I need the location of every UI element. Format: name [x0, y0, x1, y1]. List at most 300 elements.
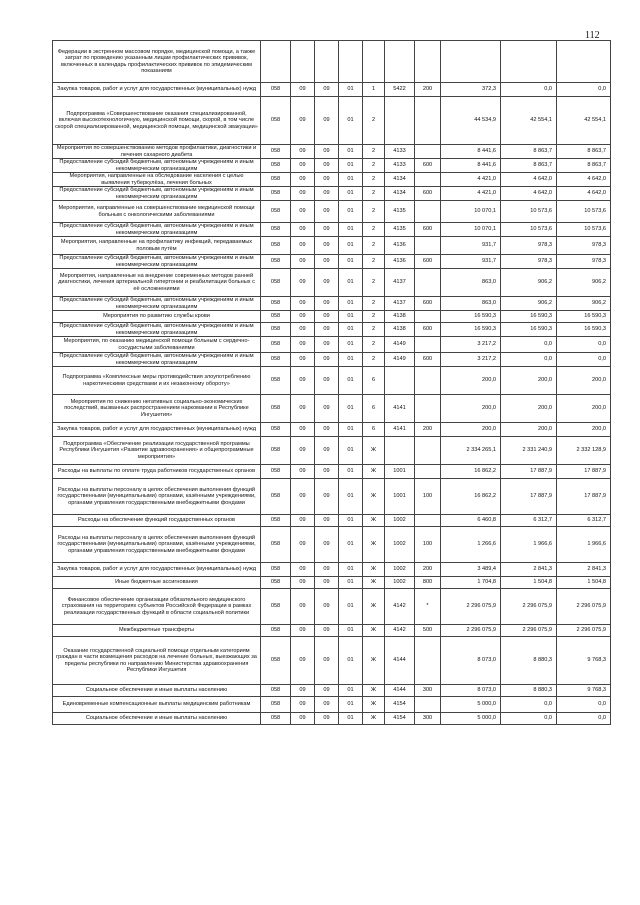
- cell-target-item: 4154: [385, 713, 415, 725]
- cell-subprogram: 2: [363, 97, 385, 145]
- cell-section: 09: [291, 353, 315, 367]
- cell-value-year3: 2 296 075,9: [557, 589, 611, 625]
- cell-target-item: 4133: [385, 145, 415, 159]
- table-row: [53, 625, 611, 637]
- cell-subprogram: Ж: [363, 713, 385, 725]
- cell-ministry: 058: [261, 255, 291, 269]
- cell-section: 09: [291, 527, 315, 563]
- cell-program: 01: [339, 437, 363, 465]
- table-row: [53, 41, 611, 83]
- cell-program: 01: [339, 637, 363, 685]
- cell-program: 01: [339, 323, 363, 337]
- cell-value-year1: 3 489,4: [441, 563, 501, 577]
- cell-subprogram: 2: [363, 255, 385, 269]
- cell-program: 01: [339, 563, 363, 577]
- cell-target-item: 1001: [385, 465, 415, 479]
- cell-subprogram: Ж: [363, 637, 385, 685]
- cell-value-year1: 200,0: [441, 395, 501, 423]
- cell-target-item: 4137: [385, 269, 415, 297]
- cell-value-year1: 3 217,2: [441, 337, 501, 353]
- table-row: [53, 577, 611, 589]
- cell-target-item: 4154: [385, 697, 415, 713]
- cell-section: 09: [291, 297, 315, 311]
- cell-value-year3: 6 312,7: [557, 515, 611, 527]
- cell-value-year3: 4 642,0: [557, 187, 611, 201]
- cell-section: 09: [291, 577, 315, 589]
- cell-expense-type: 600: [415, 187, 441, 201]
- cell-target-item: [385, 97, 415, 145]
- cell-target-item: [385, 367, 415, 395]
- cell-program: 01: [339, 173, 363, 187]
- table-row: [53, 297, 611, 311]
- cell-subprogram: 2: [363, 337, 385, 353]
- cell-value-year1: 863,0: [441, 297, 501, 311]
- cell-target-item: 4149: [385, 353, 415, 367]
- cell-subsection: 09: [315, 577, 339, 589]
- cell-description: Предоставление субсидий бюджетным, автономным учреждениям и иным некоммерческим организациям: [53, 255, 261, 269]
- table-body: [53, 41, 611, 725]
- cell-ministry: 058: [261, 337, 291, 353]
- cell-subsection: 09: [315, 83, 339, 97]
- cell-subsection: 09: [315, 479, 339, 515]
- cell-description: Закупка товаров, работ и услуг для государственных (муниципальных) нужд: [53, 563, 261, 577]
- cell-value-year3: 0,0: [557, 713, 611, 725]
- table-row: [53, 637, 611, 685]
- cell-subsection: 09: [315, 337, 339, 353]
- cell-program: 01: [339, 423, 363, 437]
- cell-ministry: 058: [261, 713, 291, 725]
- cell-value-year1: 16 590,3: [441, 323, 501, 337]
- cell-value-year3: 0,0: [557, 83, 611, 97]
- cell-expense-type: [415, 201, 441, 223]
- cell-expense-type: [415, 311, 441, 323]
- cell-expense-type: 800: [415, 577, 441, 589]
- cell-value-year1: 2 296 075,9: [441, 589, 501, 625]
- cell-description: Расходы на выплаты по оплате труда работников государственных органов: [53, 465, 261, 479]
- cell-section: 09: [291, 437, 315, 465]
- table-row: [53, 269, 611, 297]
- cell-subsection: 09: [315, 173, 339, 187]
- cell-value-year2: 0,0: [501, 337, 557, 353]
- cell-program: 01: [339, 269, 363, 297]
- cell-value-year1: 931,7: [441, 237, 501, 255]
- cell-subprogram: 2: [363, 311, 385, 323]
- cell-subprogram: 2: [363, 201, 385, 223]
- cell-value-year3: 906,2: [557, 269, 611, 297]
- cell-subprogram: 6: [363, 367, 385, 395]
- cell-ministry: 058: [261, 145, 291, 159]
- cell-target-item: 4134: [385, 187, 415, 201]
- cell-value-year3: 8 863,7: [557, 145, 611, 159]
- cell-value-year2: 200,0: [501, 395, 557, 423]
- cell-target-item: 4134: [385, 173, 415, 187]
- cell-program: 01: [339, 367, 363, 395]
- cell-subprogram: 2: [363, 237, 385, 255]
- cell-section: 09: [291, 83, 315, 97]
- cell-subprogram: 2: [363, 223, 385, 237]
- cell-subsection: 09: [315, 311, 339, 323]
- cell-value-year2: 4 642,0: [501, 187, 557, 201]
- cell-target-item: 4141: [385, 423, 415, 437]
- cell-subsection: 09: [315, 269, 339, 297]
- cell-ministry: 058: [261, 395, 291, 423]
- cell-section: 09: [291, 337, 315, 353]
- cell-ministry: [261, 41, 291, 83]
- cell-ministry: 058: [261, 637, 291, 685]
- cell-target-item: 1002: [385, 515, 415, 527]
- cell-subsection: 09: [315, 437, 339, 465]
- cell-description: Социальное обеспечение и иные выплаты населению: [53, 713, 261, 725]
- cell-program: 01: [339, 515, 363, 527]
- cell-subsection: 09: [315, 97, 339, 145]
- cell-ministry: 058: [261, 563, 291, 577]
- cell-value-year1: 6 460,8: [441, 515, 501, 527]
- cell-program: 01: [339, 145, 363, 159]
- cell-value-year1: 8 441,6: [441, 159, 501, 173]
- cell-subsection: 09: [315, 713, 339, 725]
- cell-description: Финансовое обеспечение организации обязательного медицинского страхования на территориях субъектов Российской Федерации в рамках реализации государственных функций в области социальной политики: [53, 589, 261, 625]
- cell-subprogram: Ж: [363, 437, 385, 465]
- table-row: [53, 685, 611, 697]
- cell-subprogram: Ж: [363, 685, 385, 697]
- cell-target-item: 4141: [385, 395, 415, 423]
- cell-description: Предоставление субсидий бюджетным, автономным учреждениям и иным некоммерческим организациям: [53, 353, 261, 367]
- cell-subprogram: Ж: [363, 465, 385, 479]
- cell-subsection: 09: [315, 297, 339, 311]
- cell-value-year3: 42 554,1: [557, 97, 611, 145]
- cell-description: Закупка товаров, работ и услуг для государственных (муниципальных) нужд: [53, 83, 261, 97]
- cell-section: 09: [291, 625, 315, 637]
- cell-description: Предоставление субсидий бюджетным, автономным учреждениям и иным некоммерческим организациям: [53, 187, 261, 201]
- cell-target-item: 4138: [385, 311, 415, 323]
- cell-expense-type: [415, 465, 441, 479]
- cell-program: 01: [339, 83, 363, 97]
- cell-value-year3: 16 590,3: [557, 311, 611, 323]
- cell-expense-type: 100: [415, 479, 441, 515]
- cell-section: 09: [291, 367, 315, 395]
- cell-subsection: 09: [315, 367, 339, 395]
- cell-value-year2: 4 642,0: [501, 173, 557, 187]
- cell-program: 01: [339, 395, 363, 423]
- cell-subprogram: Ж: [363, 625, 385, 637]
- cell-value-year2: 8 880,3: [501, 637, 557, 685]
- cell-value-year2: 2 331 240,9: [501, 437, 557, 465]
- cell-value-year2: 906,2: [501, 297, 557, 311]
- cell-value-year2: 0,0: [501, 697, 557, 713]
- table-row: [53, 337, 611, 353]
- cell-description: Мероприятия, направленные на внедрение современных методов ранней диагностики, лечения артериальной гипертонии и реабилитации больных с её осложнениями: [53, 269, 261, 297]
- cell-ministry: 058: [261, 159, 291, 173]
- cell-value-year2: 10 573,6: [501, 201, 557, 223]
- table-row: [53, 367, 611, 395]
- cell-section: 09: [291, 223, 315, 237]
- cell-description: Предоставление субсидий бюджетным, автономным учреждениям и иным некоммерческим организациям: [53, 297, 261, 311]
- cell-description: Единовременные компенсационные выплаты медицинским работникам: [53, 697, 261, 713]
- cell-value-year1: 8 073,0: [441, 637, 501, 685]
- cell-ministry: 058: [261, 589, 291, 625]
- cell-description: Предоставление субсидий бюджетным, автономным учреждениям и иным некоммерческим организациям: [53, 323, 261, 337]
- cell-value-year1: 16 862,2: [441, 479, 501, 515]
- cell-value-year1: 1 266,6: [441, 527, 501, 563]
- cell-value-year3: 0,0: [557, 697, 611, 713]
- cell-value-year2: 6 312,7: [501, 515, 557, 527]
- cell-subprogram: Ж: [363, 527, 385, 563]
- cell-expense-type: [415, 97, 441, 145]
- cell-description: Подпрограмма «Совершенствование оказания специализированной, включая высокотехнологичную, медицинской помощи, скорой, в том числе скорой специализированной, медицинской помощи, медицинской эвакуации»: [53, 97, 261, 145]
- cell-target-item: [385, 41, 415, 83]
- page-number: 112: [585, 30, 600, 41]
- cell-value-year2: 978,3: [501, 237, 557, 255]
- cell-description: Мероприятия по развитию службы крови: [53, 311, 261, 323]
- cell-description: Мероприятия, направленные на профилактику инфекций, передаваемых половым путём: [53, 237, 261, 255]
- table-row: [53, 159, 611, 173]
- cell-target-item: 4137: [385, 297, 415, 311]
- cell-ministry: 058: [261, 353, 291, 367]
- cell-section: 09: [291, 237, 315, 255]
- cell-value-year2: 2 296 075,9: [501, 589, 557, 625]
- cell-description: Предоставление субсидий бюджетным, автономным учреждениям и иным некоммерческим организациям: [53, 223, 261, 237]
- cell-subsection: 09: [315, 353, 339, 367]
- cell-target-item: 1002: [385, 527, 415, 563]
- cell-expense-type: [415, 173, 441, 187]
- cell-target-item: 4133: [385, 159, 415, 173]
- cell-value-year3: 0,0: [557, 337, 611, 353]
- cell-target-item: 4138: [385, 323, 415, 337]
- cell-expense-type: 500: [415, 625, 441, 637]
- cell-program: 01: [339, 337, 363, 353]
- cell-description: Расходы на обеспечение функций государственных органов: [53, 515, 261, 527]
- cell-program: 01: [339, 223, 363, 237]
- cell-value-year1: 44 534,9: [441, 97, 501, 145]
- cell-expense-type: [415, 237, 441, 255]
- table-row: [53, 255, 611, 269]
- cell-value-year1: 5 000,0: [441, 713, 501, 725]
- cell-expense-type: 600: [415, 255, 441, 269]
- cell-subsection: 09: [315, 515, 339, 527]
- table-row: [53, 145, 611, 159]
- cell-program: 01: [339, 527, 363, 563]
- cell-subprogram: Ж: [363, 577, 385, 589]
- cell-value-year1: 4 421,0: [441, 187, 501, 201]
- cell-value-year2: 200,0: [501, 423, 557, 437]
- table-row: [53, 353, 611, 367]
- cell-value-year3: 8 863,7: [557, 159, 611, 173]
- cell-expense-type: 600: [415, 297, 441, 311]
- cell-subsection: 09: [315, 685, 339, 697]
- cell-section: 09: [291, 515, 315, 527]
- cell-target-item: 1002: [385, 563, 415, 577]
- cell-section: 09: [291, 311, 315, 323]
- cell-subprogram: [363, 41, 385, 83]
- cell-description: Мероприятия по совершенствованию методов профилактики, диагностики и лечения сахарного диабета: [53, 145, 261, 159]
- cell-description: Закупка товаров, работ и услуг для государственных (муниципальных) нужд: [53, 423, 261, 437]
- table-row: [53, 187, 611, 201]
- cell-description: Социальное обеспечение и иные выплаты населению: [53, 685, 261, 697]
- cell-program: [339, 41, 363, 83]
- cell-expense-type: 300: [415, 685, 441, 697]
- cell-value-year2: 0,0: [501, 353, 557, 367]
- cell-value-year1: 2 334 265,1: [441, 437, 501, 465]
- cell-section: 09: [291, 323, 315, 337]
- cell-ministry: 058: [261, 423, 291, 437]
- cell-program: 01: [339, 297, 363, 311]
- cell-program: 01: [339, 465, 363, 479]
- cell-value-year2: 16 590,3: [501, 311, 557, 323]
- cell-description: Межбюджетные трансферты: [53, 625, 261, 637]
- cell-section: 09: [291, 685, 315, 697]
- cell-value-year3: [557, 41, 611, 83]
- cell-ministry: 058: [261, 697, 291, 713]
- cell-target-item: 5422: [385, 83, 415, 97]
- table-row: [53, 697, 611, 713]
- cell-description: Подпрограмма «Комплексные меры противодействия злоупотреблению наркотическими средствами и их незаконному обороту»: [53, 367, 261, 395]
- cell-value-year1: 3 217,2: [441, 353, 501, 367]
- cell-value-year1: 5 000,0: [441, 697, 501, 713]
- cell-ministry: 058: [261, 97, 291, 145]
- cell-program: 01: [339, 255, 363, 269]
- cell-value-year1: 200,0: [441, 423, 501, 437]
- cell-description: Подпрограмма «Обеспечение реализации государственной программы Республики Ингушетия «Развитие здравоохранения» и общепрограммные мероприятия»: [53, 437, 261, 465]
- cell-expense-type: *: [415, 589, 441, 625]
- cell-value-year2: 8 863,7: [501, 159, 557, 173]
- cell-value-year1: 931,7: [441, 255, 501, 269]
- cell-section: 09: [291, 713, 315, 725]
- cell-section: 09: [291, 145, 315, 159]
- cell-ministry: 058: [261, 465, 291, 479]
- cell-subsection: 09: [315, 237, 339, 255]
- cell-ministry: 058: [261, 187, 291, 201]
- cell-value-year1: 8 073,0: [441, 685, 501, 697]
- cell-section: 09: [291, 697, 315, 713]
- cell-ministry: 058: [261, 527, 291, 563]
- cell-expense-type: [415, 637, 441, 685]
- cell-ministry: 058: [261, 367, 291, 395]
- cell-description: Оказание государственной социальной помощи отдельным категориям граждан в части возмещения расходов на лечение больных, выезжающих за пределы республики по направлению Министерства здравоохранения Республики Ингушетия: [53, 637, 261, 685]
- cell-section: 09: [291, 563, 315, 577]
- cell-description: Расходы на выплаты персоналу в целях обеспечения выполнения функций государственными (муниципальными) органами, казёнными учреждениями, органами управления государственными внебюджетными фондами: [53, 527, 261, 563]
- cell-description: Иные бюджетные ассигнования: [53, 577, 261, 589]
- cell-value-year3: 9 768,3: [557, 637, 611, 685]
- cell-target-item: 4144: [385, 685, 415, 697]
- cell-value-year1: [441, 41, 501, 83]
- cell-program: 01: [339, 201, 363, 223]
- cell-value-year1: 4 421,0: [441, 173, 501, 187]
- cell-subprogram: Ж: [363, 563, 385, 577]
- cell-value-year2: 17 887,9: [501, 465, 557, 479]
- cell-target-item: 4136: [385, 255, 415, 269]
- cell-value-year2: 17 887,9: [501, 479, 557, 515]
- cell-subsection: 09: [315, 187, 339, 201]
- cell-value-year3: 0,0: [557, 353, 611, 367]
- cell-value-year3: 200,0: [557, 367, 611, 395]
- cell-value-year1: 1 704,8: [441, 577, 501, 589]
- cell-value-year1: 2 296 075,9: [441, 625, 501, 637]
- cell-ministry: 058: [261, 437, 291, 465]
- cell-subprogram: 2: [363, 353, 385, 367]
- cell-subsection: 09: [315, 465, 339, 479]
- cell-subprogram: 2: [363, 173, 385, 187]
- cell-target-item: 4149: [385, 337, 415, 353]
- cell-target-item: 4136: [385, 237, 415, 255]
- table-row: [53, 323, 611, 337]
- cell-subprogram: 2: [363, 269, 385, 297]
- cell-value-year3: 10 573,6: [557, 201, 611, 223]
- cell-target-item: 1002: [385, 577, 415, 589]
- cell-description: Мероприятия по снижению негативных социально-экономических последствий, вызванных распространением наркомании в Республике Ингушетия»: [53, 395, 261, 423]
- table-row: [53, 311, 611, 323]
- cell-subprogram: 2: [363, 187, 385, 201]
- cell-expense-type: 600: [415, 353, 441, 367]
- cell-value-year3: 1 504,8: [557, 577, 611, 589]
- cell-value-year3: 10 573,6: [557, 223, 611, 237]
- table-row: [53, 173, 611, 187]
- cell-value-year3: 17 887,9: [557, 479, 611, 515]
- cell-ministry: 058: [261, 323, 291, 337]
- cell-section: 09: [291, 269, 315, 297]
- cell-subprogram: 2: [363, 297, 385, 311]
- cell-value-year2: 1 966,6: [501, 527, 557, 563]
- cell-subsection: 09: [315, 255, 339, 269]
- cell-subsection: 09: [315, 201, 339, 223]
- cell-target-item: 4142: [385, 589, 415, 625]
- cell-program: 01: [339, 353, 363, 367]
- cell-value-year1: 16 862,2: [441, 465, 501, 479]
- cell-description: Предоставление субсидий бюджетным, автономным учреждениям и иным некоммерческим организациям: [53, 159, 261, 173]
- cell-expense-type: [415, 337, 441, 353]
- cell-ministry: 058: [261, 685, 291, 697]
- cell-section: 09: [291, 255, 315, 269]
- cell-ministry: 058: [261, 83, 291, 97]
- cell-ministry: 058: [261, 237, 291, 255]
- budget-table-container: [52, 40, 610, 725]
- cell-expense-type: 600: [415, 323, 441, 337]
- cell-section: 09: [291, 589, 315, 625]
- cell-subsection: 09: [315, 697, 339, 713]
- cell-subprogram: Ж: [363, 479, 385, 515]
- cell-program: 01: [339, 187, 363, 201]
- table-row: [53, 83, 611, 97]
- cell-expense-type: [415, 697, 441, 713]
- cell-program: 01: [339, 479, 363, 515]
- cell-expense-type: [415, 515, 441, 527]
- table-row: [53, 437, 611, 465]
- cell-expense-type: [415, 41, 441, 83]
- cell-value-year2: 16 590,3: [501, 323, 557, 337]
- table-row: [53, 423, 611, 437]
- cell-section: 09: [291, 637, 315, 685]
- table-row: [53, 713, 611, 725]
- cell-subsection: 09: [315, 637, 339, 685]
- cell-value-year3: 2 296 075,9: [557, 625, 611, 637]
- cell-subsection: 09: [315, 527, 339, 563]
- cell-value-year2: 0,0: [501, 83, 557, 97]
- table-row: [53, 237, 611, 255]
- cell-value-year1: 16 590,3: [441, 311, 501, 323]
- cell-expense-type: [415, 145, 441, 159]
- cell-expense-type: [415, 437, 441, 465]
- cell-ministry: 058: [261, 201, 291, 223]
- cell-target-item: 4144: [385, 637, 415, 685]
- cell-subprogram: 6: [363, 423, 385, 437]
- cell-section: 09: [291, 465, 315, 479]
- cell-section: 09: [291, 395, 315, 423]
- cell-subsection: 09: [315, 423, 339, 437]
- cell-value-year3: 906,2: [557, 297, 611, 311]
- cell-value-year3: 200,0: [557, 423, 611, 437]
- cell-subsection: [315, 41, 339, 83]
- cell-description: Мероприятия, по оказанию медицинской помощи больным с сердечно-сосудистыми заболеваниями: [53, 337, 261, 353]
- cell-program: 01: [339, 713, 363, 725]
